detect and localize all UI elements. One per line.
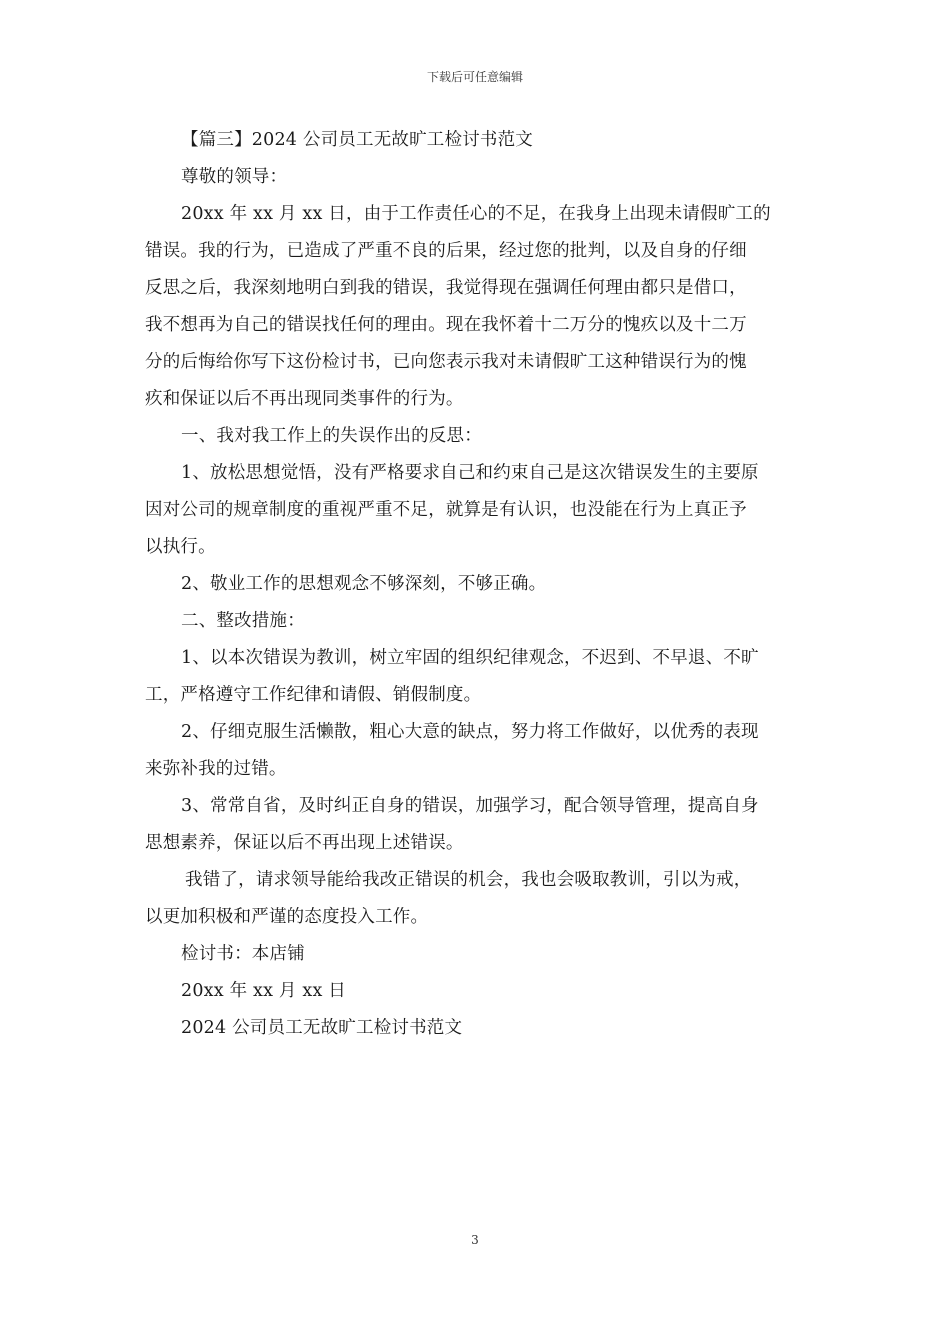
paragraph-line: 2、仔细克服生活懒散，粗心大意的缺点，努力将工作做好，以优秀的表现: [181, 722, 759, 742]
paragraph-line: 20xx 年 xx 月 xx 日，由于工作责任心的不足，在我身上出现未请假旷工的: [181, 204, 771, 224]
signature: 检讨书：本店铺: [181, 944, 305, 964]
page-number: 3: [471, 1233, 479, 1247]
paragraph-line: 以执行。: [145, 537, 216, 557]
reflection-item-2: 2、敬业工作的思想观念不够深刻，不够正确。: [181, 574, 547, 594]
footer-title: 2024 公司员工无故旷工检讨书范文: [181, 1018, 463, 1038]
paragraph-intro: [145, 196, 810, 418]
section-heading-measures: 二、整改措施：: [181, 611, 305, 631]
paragraph-line: 以更加积极和严谨的态度投入工作。: [145, 907, 429, 927]
reflection-item-1: [145, 455, 810, 566]
paragraph-line: 分的后悔给你写下这份检讨书，已向您表示我对未请假旷工这种错误行为的愧: [145, 352, 747, 372]
paragraph-line: 疚和保证以后不再出现同类事件的行为。: [145, 389, 464, 409]
measure-item-3: [145, 788, 810, 862]
paragraph-line: 1、放松思想觉悟，没有严格要求自己和约束自己是这次错误发生的主要原: [181, 463, 759, 483]
greeting: 尊敬的领导：: [181, 167, 288, 187]
paragraph-line: 1、以本次错误为教训，树立牢固的组织纪律观念，不迟到、不早退、不旷: [181, 648, 759, 668]
paragraph-line: 工，严格遵守工作纪律和请假、销假制度。: [145, 685, 482, 705]
paragraph-line: 我不想再为自己的错误找任何的理由。现在我怀着十二万分的愧疚以及十二万: [145, 315, 747, 335]
page-header: 下载后可任意编辑: [426, 70, 523, 84]
paragraph-line: 思想素养，保证以后不再出现上述错误。: [145, 833, 464, 853]
paragraph-line: 因对公司的规章制度的重视严重不足，就算是有认识，也没能在行为上真正予: [145, 500, 747, 520]
document-body: [145, 122, 810, 1047]
paragraph-line: 3、常常自省，及时纠正自身的错误，加强学习，配合领导管理，提高自身: [181, 796, 759, 816]
document-title: 【篇三】2024 公司员工无故旷工检讨书范文: [181, 130, 533, 150]
paragraph-line: 来弥补我的过错。: [145, 759, 287, 779]
paragraph-line: 我错了，请求领导能给我改正错误的机会，我也会吸取教训，引以为戒，: [185, 870, 752, 890]
section-heading-reflection: 一、我对我工作上的失误作出的反思：: [181, 426, 482, 446]
closing-paragraph: [145, 862, 810, 936]
paragraph-line: 反思之后，我深刻地明白到我的错误，我觉得现在强调任何理由都只是借口，: [145, 278, 747, 298]
measure-item-2: [145, 714, 810, 788]
paragraph-line: 错误。我的行为，已造成了严重不良的后果，经过您的批判，以及自身的仔细: [145, 241, 747, 261]
measure-item-1: [145, 640, 810, 714]
date: 20xx 年 xx 月 xx 日: [181, 981, 346, 1001]
